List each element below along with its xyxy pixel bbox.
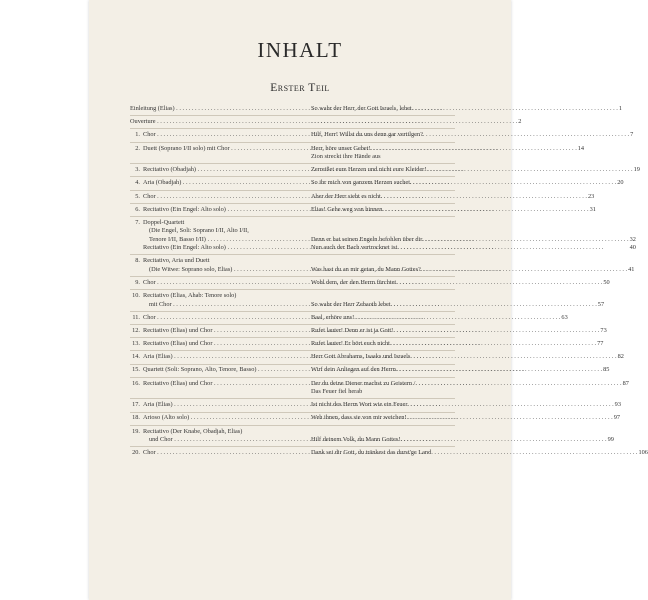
toc-entry-work <box>143 257 311 274</box>
toc-incipit-text: Aber der Herr sieht es nicht <box>311 192 381 200</box>
toc-work-line: Chor . . . <box>143 314 311 322</box>
toc-entry-work <box>143 327 311 335</box>
toc-entry <box>130 257 635 274</box>
toc-entry-number: 4. <box>135 179 140 187</box>
toc-incipit-text: Elias! Gehe weg von hinnen <box>311 205 383 213</box>
toc-work-line: Recitativo (Elias, Ahab: Tenore solo) <box>143 292 237 300</box>
toc-entry-work <box>143 366 311 374</box>
entry-divider <box>130 128 455 129</box>
toc-entry-work <box>143 219 311 253</box>
toc-entry-number: 8. <box>135 257 140 265</box>
toc-entry-number: 14. <box>132 353 140 361</box>
toc-entry <box>130 366 610 374</box>
toc-entry-work <box>143 449 311 457</box>
entry-divider <box>130 289 455 290</box>
toc-work-line: Aria (Obadjah) . . . <box>143 179 311 187</box>
toc-work-line: mit Chor . . . <box>143 301 311 309</box>
toc-work-line: Recitativo (Obadjah) . . . <box>143 166 311 174</box>
toc-entry <box>130 118 522 126</box>
toc-entry-work <box>143 414 311 422</box>
leader-dots <box>431 449 637 457</box>
page-number: 85 <box>603 366 610 374</box>
toc-incipit-text: So wahr der Herr Zebaoth lebet <box>311 300 391 308</box>
toc-work-line: Chor . . . <box>143 449 311 457</box>
toc-entry <box>130 379 629 397</box>
toc-entry <box>130 218 636 253</box>
toc-entry <box>130 326 607 335</box>
toc-incipit-text: Weh ihnen, dass sie von mir weichen! <box>311 414 407 422</box>
toc-entry <box>130 131 634 139</box>
toc-work-line: Duett (Soprano I/II solo) mit Chor . . . <box>143 145 311 153</box>
entry-divider <box>130 254 455 255</box>
toc-entry-work <box>143 340 311 348</box>
page-number: 50 <box>603 278 610 286</box>
page-number: 40 <box>629 244 636 252</box>
toc-entry <box>130 353 624 361</box>
toc-entry-number: 20. <box>132 449 140 457</box>
page-number: 41 <box>628 265 635 273</box>
toc-entry-number: 2. <box>135 144 140 152</box>
toc-entry-work <box>143 314 311 322</box>
toc-entry <box>130 292 605 309</box>
toc-incipit-text: Herr, höre unser Gebet! <box>311 144 371 152</box>
page-number: 73 <box>600 326 607 334</box>
toc-work-line: Recitativo, Aria und Duett <box>143 257 210 265</box>
toc-entry <box>130 414 621 422</box>
toc-entry <box>130 179 624 187</box>
toc-work-line: Aria (Elias) . . . <box>143 401 311 409</box>
toc-entry <box>130 427 614 445</box>
entry-divider <box>130 446 455 447</box>
entry-divider <box>130 203 455 204</box>
toc-incipit-text: Was hast du an mir getan, du Mann Gottes? <box>311 265 421 273</box>
toc-entry-number: 12. <box>132 326 140 334</box>
toc-work-line: Recitativo (Elias) und Chor . . . <box>143 327 311 335</box>
toc-incipit-text: Zerreißet eure Herzen und nicht eure Kleider! <box>311 166 427 174</box>
toc-incipit-text: Ist nicht des Herrn Wort wie ein Feuer <box>311 401 408 409</box>
toc-incipit-text: Wirf dein Anliegen auf den Herrn <box>311 366 396 374</box>
entry-divider <box>130 350 455 351</box>
toc-entry-work <box>143 179 311 187</box>
toc-work-line <box>143 153 311 161</box>
entry-divider <box>130 142 455 143</box>
toc-work-line: Recitativo (Ein Engel: Alto solo) . . . <box>143 206 311 214</box>
toc-incipit-text: Zion streckt ihre Hände aus <box>311 152 381 160</box>
leader-dots <box>423 131 629 139</box>
page-number: 14 <box>577 144 585 152</box>
toc-work-line: Chor . . . <box>143 193 311 201</box>
toc-entry-work <box>143 292 311 309</box>
page-title: INHALT <box>257 38 343 62</box>
toc-entry-number: 6. <box>135 205 140 213</box>
toc-work-line: Recitativo (Ein Engel: Alto solo) . . . <box>143 244 311 252</box>
leader-dots <box>412 105 618 113</box>
toc-work-line: Tenore I/II, Basso I/II) . . . <box>143 236 311 244</box>
toc-incipit-text: Der du deine Diener machst zu Geistern / <box>311 379 416 387</box>
toc-incipit-text: So ihr mich von ganzem Herzen suchet <box>311 179 410 187</box>
toc-entry <box>130 105 623 113</box>
entry-divider <box>130 425 455 426</box>
toc-entry-work <box>143 353 311 361</box>
entry-divider <box>130 398 455 399</box>
toc-entry <box>130 313 568 322</box>
toc-entry <box>130 166 640 174</box>
toc-entry-number: 16. <box>132 379 140 387</box>
toc-work-line: Ouverture . . . <box>130 118 311 126</box>
toc-work-line: Recitativo (Elias) und Chor . . . <box>143 380 311 388</box>
toc-entry-work <box>143 206 311 214</box>
toc-work-line: Doppel-Quartett <box>143 218 185 226</box>
entry-divider <box>130 190 455 191</box>
entry-divider <box>130 364 455 365</box>
entry-divider <box>130 311 455 312</box>
toc-incipit-text: Denn er hat seinen Engeln befohlen über dir <box>311 235 423 243</box>
entry-divider <box>130 115 455 116</box>
toc-entry-work <box>143 145 311 162</box>
toc-entry-work <box>143 428 311 445</box>
toc-entry-number: 7. <box>135 218 140 226</box>
toc-entry <box>130 340 604 348</box>
toc-entry-work <box>143 380 311 397</box>
toc-entry-work <box>143 279 311 287</box>
entry-divider <box>130 216 455 217</box>
section-subtitle: Erster Teil <box>270 82 330 94</box>
entry-divider <box>130 377 455 378</box>
entry-divider <box>130 276 455 277</box>
toc-incipit-text: Das Feuer fiel herab <box>311 388 363 396</box>
toc-entry-number: 19. <box>132 427 140 435</box>
toc-work-line: Chor . . . <box>143 279 311 287</box>
page-number: 2 <box>518 118 522 126</box>
toc-incipit-text: Hilf deinem Volk, du Mann Gottes! <box>311 436 401 443</box>
toc-incipit-text: So wahr der Herr, der Gott Israels, lebet <box>311 105 412 112</box>
toc-entry-work <box>130 118 311 126</box>
page-number: 77 <box>597 340 604 348</box>
page-number: 82 <box>617 353 624 361</box>
leader-dots <box>410 353 616 361</box>
toc-entry-number: 1. <box>135 131 140 139</box>
page-number: 7 <box>630 131 634 139</box>
document-page <box>89 0 648 600</box>
toc-work-line: Einleitung (Elias) . . . <box>130 105 311 113</box>
toc-work-line: Aria (Elias) . . . <box>143 353 311 361</box>
toc-incipit-text: Dank sei dir Gott, du tränkest das durst'ge Land <box>311 449 432 457</box>
toc-work-line: Quartett (Soli: Soprano, Alto, Tenore, Basso) . . . <box>143 366 311 374</box>
toc-entry <box>130 449 648 457</box>
toc-incipit-text: Nun auch der Bach vertrocknet ist <box>311 244 398 252</box>
entry-divider <box>130 324 455 325</box>
table-of-contents <box>130 105 648 458</box>
toc-incipit-text: Wohl dem, der den Herrn fürchtet <box>311 278 397 286</box>
toc-entry-number: 9. <box>135 278 140 286</box>
toc-entry-work <box>143 131 311 139</box>
entry-divider <box>130 412 455 413</box>
toc-incipit-text: Herr Gott Abrahams, Isaaks und Israels <box>311 353 411 361</box>
toc-entry <box>130 401 621 409</box>
toc-entry <box>130 192 595 201</box>
leader-dots <box>396 279 602 287</box>
toc-entry-number: 10. <box>132 292 140 300</box>
toc-incipit-text: Rufet lauter! Er hört euch nicht <box>311 340 390 348</box>
toc-incipit-text: Hilf, Herr! Willst du uns denn gar vertilgen? <box>311 131 423 139</box>
toc-entry-number: 15. <box>132 366 140 374</box>
toc-entry-work <box>143 193 311 201</box>
page-number: 63 <box>561 313 568 321</box>
toc-entry <box>130 144 585 162</box>
toc-work-line: Chor . . . <box>143 131 311 139</box>
toc-entry <box>130 278 610 287</box>
entry-divider <box>130 337 455 338</box>
toc-entry <box>130 205 596 214</box>
toc-work-line: und Chor . . . <box>143 436 311 444</box>
page-number: 99 <box>607 436 614 443</box>
entry-divider <box>130 163 455 164</box>
toc-work-line: Arioso (Alto solo) . . . <box>143 414 311 422</box>
toc-work-line: Recitativo (Der Knabe, Obadjah, Elias) <box>143 427 243 435</box>
toc-entry-number: 11. <box>132 313 140 321</box>
toc-incipit-text: Baal, erhöre uns! <box>311 313 355 321</box>
page-number: 97 <box>613 414 621 422</box>
page-number: 19 <box>633 166 640 174</box>
page-number: 20 <box>617 179 624 187</box>
toc-entry-number: 3. <box>135 166 140 174</box>
entry-divider <box>130 176 455 177</box>
toc-entry-number: 17. <box>132 401 140 409</box>
page-number: 93 <box>614 401 621 409</box>
toc-work-line: (Die Engel, Soli: Soprano I/II, Alto I/II, <box>149 227 249 235</box>
page-number: 32 <box>629 235 636 243</box>
page-number: 87 <box>622 379 629 387</box>
toc-entry-work <box>130 105 311 113</box>
page-number: 106 <box>638 449 648 457</box>
toc-incipit-text: Rufet lauter! Denn er ist ja Gott! <box>311 326 394 334</box>
toc-work-line: (Die Witwe: Soprano solo, Elias) . . . <box>143 266 311 274</box>
toc-entry-number: 13. <box>132 340 140 348</box>
toc-entry-number: 18. <box>132 414 140 422</box>
page-number: 23 <box>588 192 595 200</box>
toc-work-line: Recitativo (Elias) und Chor . . . <box>143 340 311 348</box>
toc-entry-work <box>143 401 311 409</box>
page-number: 57 <box>597 300 605 308</box>
page-number: 1 <box>618 105 623 112</box>
toc-entry-number: 5. <box>135 192 140 200</box>
page-number: 31 <box>589 205 596 213</box>
toc-entry-work <box>143 166 311 174</box>
toc-work-line <box>143 388 311 396</box>
